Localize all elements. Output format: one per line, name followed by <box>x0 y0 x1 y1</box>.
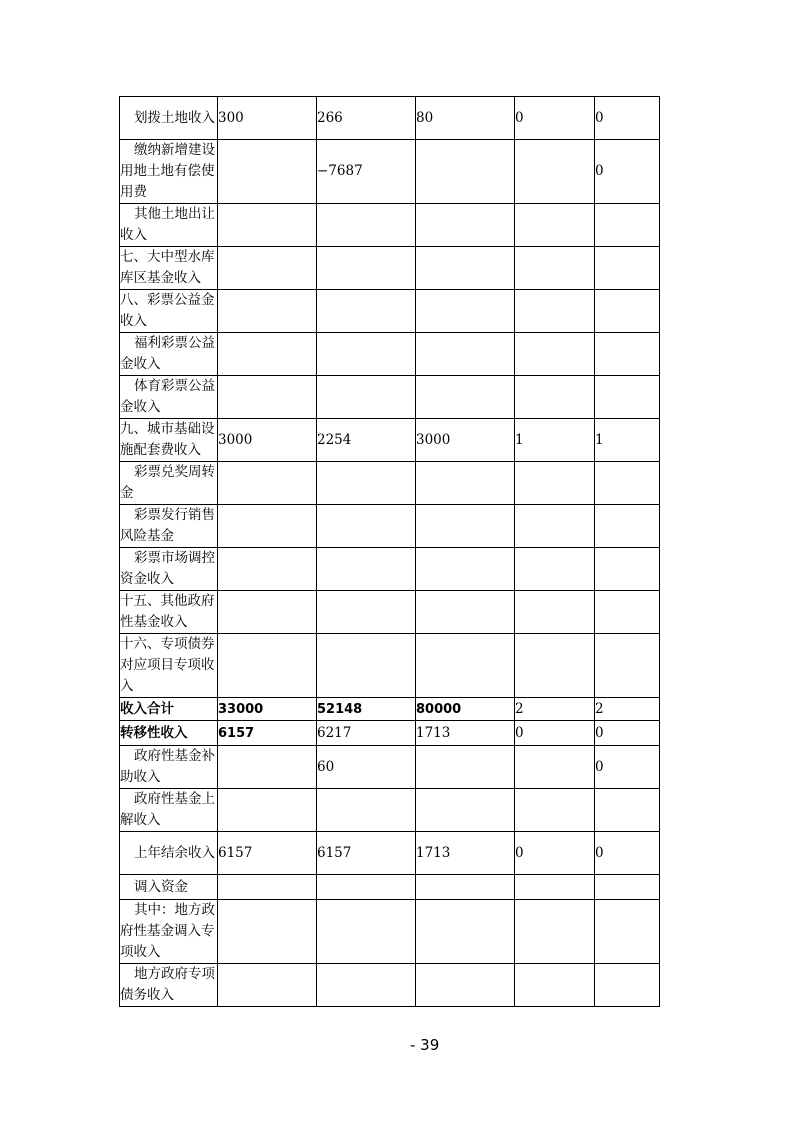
value-cell <box>218 900 317 964</box>
value-cell <box>416 548 515 591</box>
value-cell <box>595 964 660 1007</box>
table-row <box>120 419 660 462</box>
table-row <box>120 140 660 204</box>
row-label: 九、城市基础设施配套费收入 <box>120 419 218 462</box>
value-cell <box>515 591 595 634</box>
table-row <box>120 964 660 1007</box>
value-cell: 80000 <box>416 698 515 721</box>
table-row <box>120 247 660 290</box>
value-cell <box>317 789 416 832</box>
row-label: 转移性收入 <box>120 721 218 746</box>
table-row <box>120 376 660 419</box>
value-cell: 2 <box>515 698 595 721</box>
value-cell <box>595 789 660 832</box>
value-cell: 6157 <box>317 832 416 875</box>
value-cell <box>416 634 515 698</box>
value-cell <box>515 548 595 591</box>
value-cell <box>515 746 595 789</box>
row-label: 七、大中型水库库区基金收入 <box>120 247 218 290</box>
row-label: 十五、其他政府性基金收入 <box>120 591 218 634</box>
table-row <box>120 290 660 333</box>
table-row <box>120 97 660 140</box>
value-cell <box>515 964 595 1007</box>
row-label: 彩票市场调控资金收入 <box>120 548 218 591</box>
value-cell <box>317 875 416 900</box>
value-cell <box>218 591 317 634</box>
value-cell <box>595 333 660 376</box>
row-label: 上年结余收入 <box>120 832 218 875</box>
value-cell <box>416 900 515 964</box>
value-cell <box>515 875 595 900</box>
value-cell <box>416 746 515 789</box>
value-cell <box>515 333 595 376</box>
value-cell <box>218 548 317 591</box>
value-cell <box>317 634 416 698</box>
table-row <box>120 900 660 964</box>
value-cell: 0 <box>595 721 660 746</box>
value-cell <box>218 964 317 1007</box>
value-cell <box>595 548 660 591</box>
value-cell <box>317 964 416 1007</box>
value-cell <box>218 333 317 376</box>
value-cell <box>515 140 595 204</box>
row-label: 调入资金 <box>120 875 218 900</box>
table-row <box>120 591 660 634</box>
value-cell <box>218 875 317 900</box>
row-label: 彩票发行销售风险基金 <box>120 505 218 548</box>
row-label: 地方政府专项债务收入 <box>120 964 218 1007</box>
value-cell <box>595 290 660 333</box>
value-cell <box>515 505 595 548</box>
value-cell <box>317 900 416 964</box>
table-row <box>120 875 660 900</box>
value-cell <box>317 548 416 591</box>
value-cell <box>595 462 660 505</box>
table-row <box>120 333 660 376</box>
table-row <box>120 548 660 591</box>
row-label: 缴纳新增建设用地土地有偿使用费 <box>120 140 218 204</box>
value-cell: 0 <box>595 97 660 140</box>
row-label: 福利彩票公益金收入 <box>120 333 218 376</box>
table-row <box>120 634 660 698</box>
value-cell: 6217 <box>317 721 416 746</box>
value-cell: 0 <box>595 140 660 204</box>
value-cell <box>515 204 595 247</box>
value-cell <box>595 505 660 548</box>
value-cell <box>416 505 515 548</box>
value-cell <box>317 290 416 333</box>
row-label: 八、彩票公益金收入 <box>120 290 218 333</box>
value-cell <box>317 333 416 376</box>
value-cell: 60 <box>317 746 416 789</box>
row-label: 政府性基金上解收入 <box>120 789 218 832</box>
row-label: 体育彩票公益金收入 <box>120 376 218 419</box>
page-number: - 39 <box>410 1036 440 1054</box>
value-cell <box>515 462 595 505</box>
value-cell <box>595 591 660 634</box>
value-cell <box>515 290 595 333</box>
value-cell: 2254 <box>317 419 416 462</box>
value-cell <box>218 634 317 698</box>
table-row <box>120 721 660 746</box>
value-cell: 1 <box>595 419 660 462</box>
value-cell: 0 <box>515 721 595 746</box>
value-cell: 1713 <box>416 721 515 746</box>
row-label: 其中：地方政府性基金调入专项收入 <box>120 900 218 964</box>
value-cell <box>416 140 515 204</box>
table-row <box>120 204 660 247</box>
value-cell: 52148 <box>317 698 416 721</box>
row-label: 收入合计 <box>120 698 218 721</box>
value-cell <box>317 376 416 419</box>
value-cell <box>595 875 660 900</box>
value-cell <box>317 505 416 548</box>
value-cell: 266 <box>317 97 416 140</box>
value-cell <box>218 140 317 204</box>
value-cell: 1713 <box>416 832 515 875</box>
row-label: 划拨土地收入 <box>120 97 218 140</box>
value-cell: 6157 <box>218 721 317 746</box>
value-cell <box>317 591 416 634</box>
value-cell: 300 <box>218 97 317 140</box>
value-cell: −7687 <box>317 140 416 204</box>
row-label: 政府性基金补助收入 <box>120 746 218 789</box>
value-cell: 1 <box>515 419 595 462</box>
value-cell <box>317 204 416 247</box>
row-label: 十六、专项债券对应项目专项收入 <box>120 634 218 698</box>
value-cell <box>218 462 317 505</box>
value-cell <box>218 505 317 548</box>
value-cell <box>416 290 515 333</box>
value-cell <box>595 900 660 964</box>
value-cell <box>218 204 317 247</box>
value-cell: 0 <box>515 832 595 875</box>
value-cell <box>595 204 660 247</box>
table-row <box>120 462 660 505</box>
value-cell <box>317 247 416 290</box>
value-cell <box>416 247 515 290</box>
row-label: 彩票兑奖周转金 <box>120 462 218 505</box>
value-cell <box>515 634 595 698</box>
value-cell <box>515 247 595 290</box>
value-cell <box>317 462 416 505</box>
value-cell <box>218 376 317 419</box>
table-row <box>120 789 660 832</box>
value-cell <box>416 591 515 634</box>
value-cell: 3000 <box>416 419 515 462</box>
value-cell <box>416 204 515 247</box>
value-cell <box>595 376 660 419</box>
value-cell: 0 <box>515 97 595 140</box>
row-label: 其他土地出让收入 <box>120 204 218 247</box>
value-cell <box>218 746 317 789</box>
value-cell: 2 <box>595 698 660 721</box>
value-cell <box>416 333 515 376</box>
value-cell: 6157 <box>218 832 317 875</box>
value-cell <box>515 900 595 964</box>
table-row <box>120 832 660 875</box>
value-cell <box>218 290 317 333</box>
value-cell: 33000 <box>218 698 317 721</box>
table-row <box>120 746 660 789</box>
value-cell <box>515 376 595 419</box>
value-cell <box>595 634 660 698</box>
value-cell <box>595 247 660 290</box>
value-cell <box>416 789 515 832</box>
value-cell <box>218 789 317 832</box>
value-cell: 0 <box>595 746 660 789</box>
value-cell <box>416 964 515 1007</box>
value-cell <box>515 789 595 832</box>
value-cell: 80 <box>416 97 515 140</box>
value-cell: 0 <box>595 832 660 875</box>
value-cell <box>416 376 515 419</box>
value-cell <box>416 462 515 505</box>
value-cell <box>218 247 317 290</box>
fund-revenue-table <box>119 96 660 1007</box>
value-cell: 3000 <box>218 419 317 462</box>
value-cell <box>416 875 515 900</box>
table-row <box>120 698 660 721</box>
table-row <box>120 505 660 548</box>
